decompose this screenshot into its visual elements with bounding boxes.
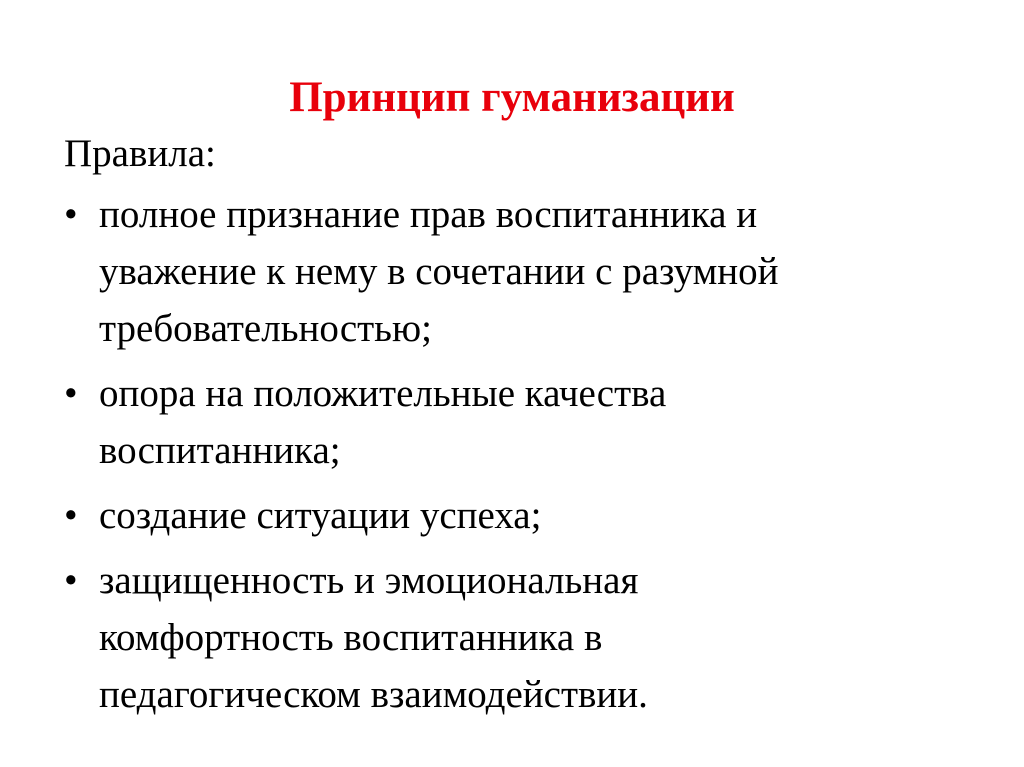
bullet-icon: • (64, 193, 78, 236)
rule-line: уважение к нему в сочетании с разумной (99, 250, 779, 293)
rule-line: защищенность и эмоциональная (99, 559, 639, 602)
bullet-icon: • (64, 559, 78, 602)
rules-list (64, 186, 964, 723)
rule-item (64, 552, 964, 723)
rule-item (64, 186, 964, 357)
rule-line: полное признание прав воспитанника и (99, 193, 758, 236)
bullet-icon: • (64, 494, 78, 537)
rule-line: требовательностью; (99, 307, 432, 350)
rule-line: комфортность воспитанника в (99, 616, 603, 659)
slide-body (64, 125, 964, 731)
rule-line: создание ситуации успеха; (99, 494, 542, 537)
slide-title: Принцип гуманизации (289, 73, 735, 121)
bullet-icon: • (64, 372, 78, 415)
rule-item (64, 487, 964, 544)
rules-intro: Правила: (64, 132, 216, 175)
rule-line: воспитанника; (99, 429, 341, 472)
rule-line: опора на положительные качества (99, 372, 667, 415)
rule-line: педагогическом взаимодействии. (99, 673, 648, 716)
rule-item (64, 365, 964, 479)
